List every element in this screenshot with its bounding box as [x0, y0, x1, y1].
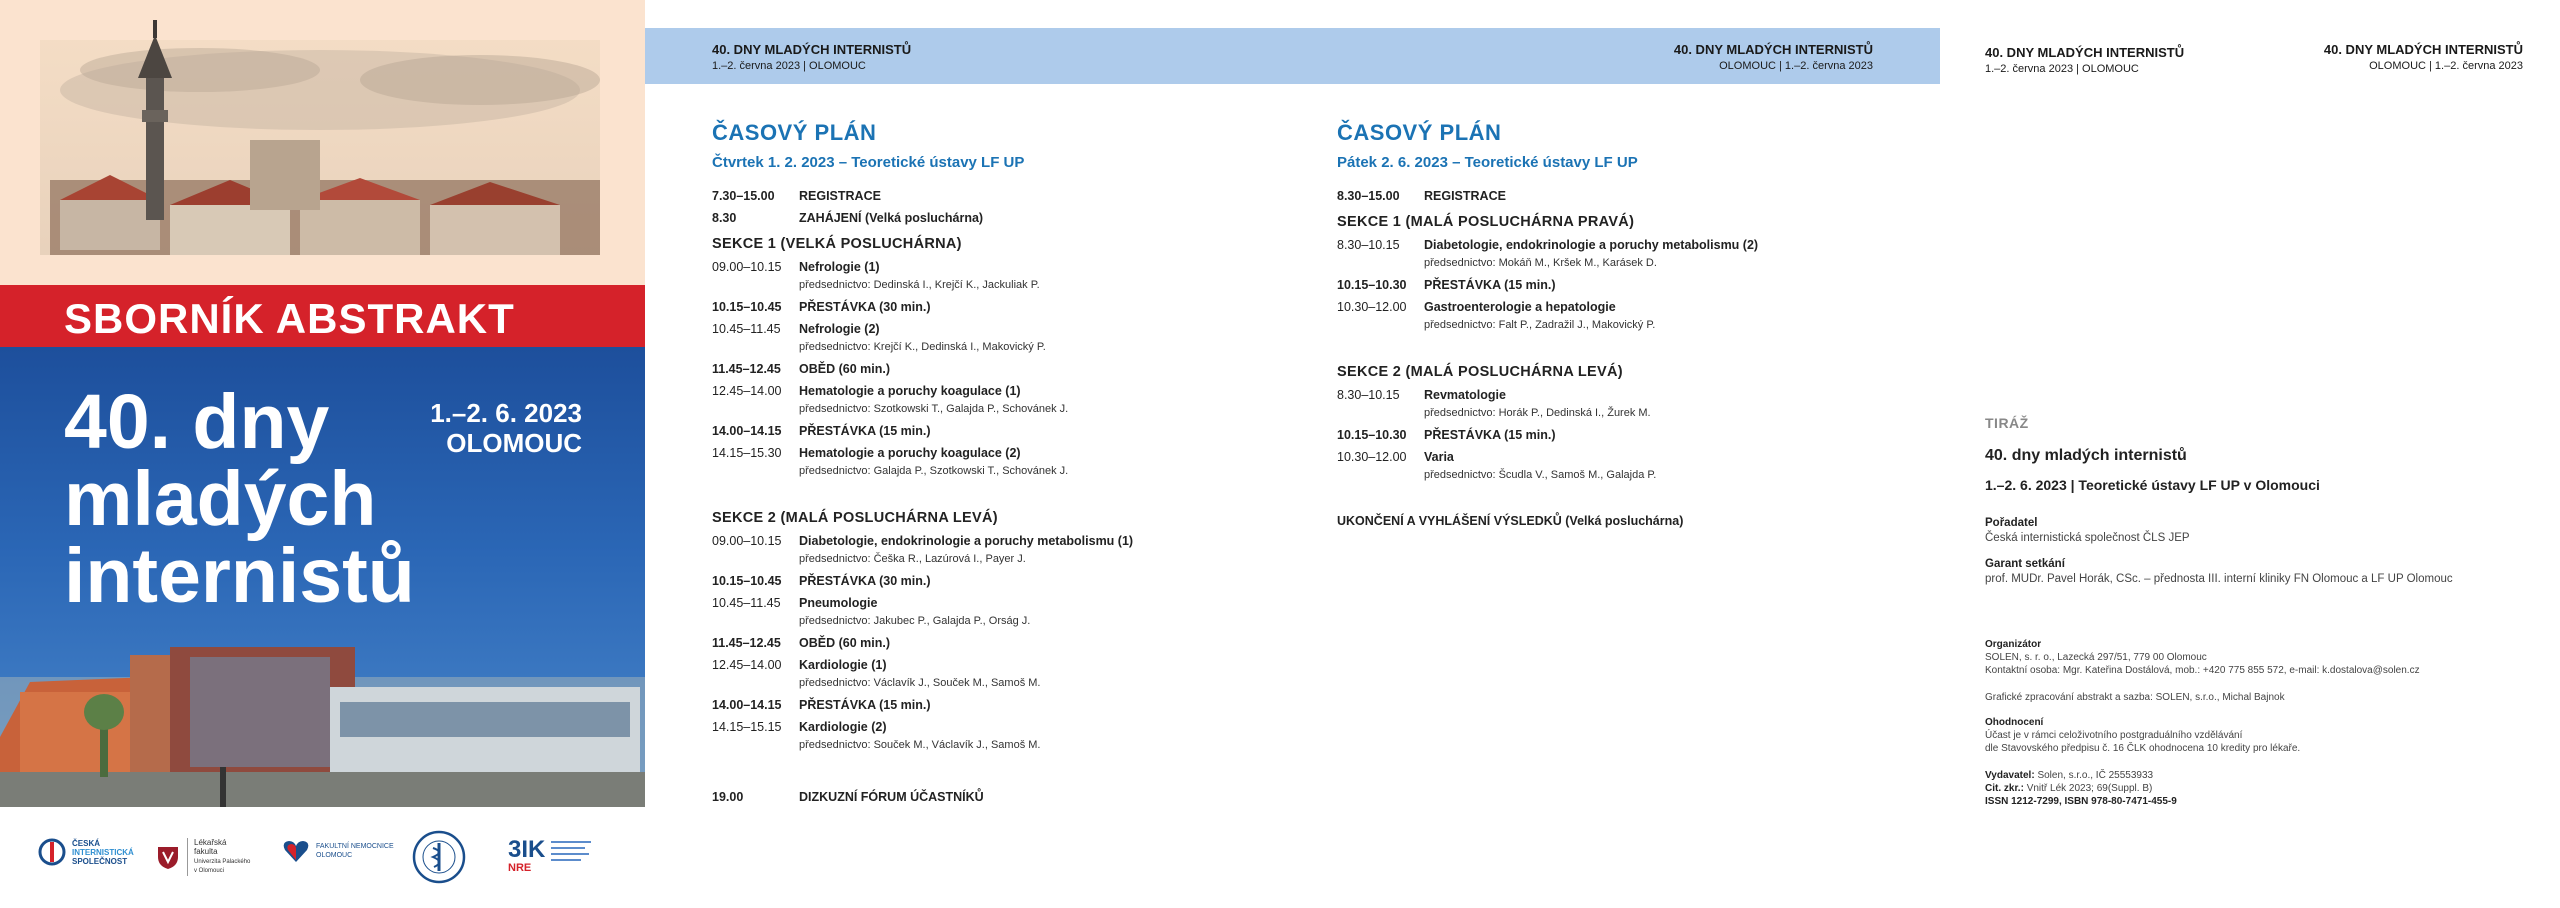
- schedule-time: 8.30–10.15: [1337, 238, 1400, 252]
- schedule-row: [712, 322, 1272, 355]
- czech-medical-association-logo: [412, 830, 466, 884]
- schedule-entry: [1424, 300, 1897, 333]
- schedule-title: PŘESTÁVKA (30 min.): [799, 574, 931, 588]
- header-subtitle: OLOMOUC | 1.–2. června 2023: [1719, 60, 1873, 72]
- schedule-entry: [799, 300, 1272, 315]
- schedule-entry: [1424, 278, 1897, 293]
- schedule-heading: ČASOVÝ PLÁN: [1337, 120, 1502, 145]
- schedule-time: 14.00–14.15: [712, 698, 782, 712]
- schedule-row: [712, 424, 1272, 439]
- schedule-entry: [799, 720, 1272, 753]
- imprint-key: Garant setkání: [1985, 558, 2065, 570]
- schedule-entry: [799, 658, 1272, 691]
- schedule-intro: [1337, 189, 1897, 204]
- lf-logo-text: Lékařská: [194, 838, 227, 847]
- schedule-row: [712, 211, 1272, 226]
- schedule-chairs: předsednictvo: Mokáň M., Kršek M., Karásek D.: [1424, 257, 1657, 269]
- schedule-chairs: předsednictvo: Szotkowski T., Galajda P., Schovánek J.: [799, 403, 1069, 415]
- cover-title: [64, 379, 415, 619]
- header-left-page-left: [712, 42, 911, 74]
- imprint-issn: ISSN 1212-7299, ISBN 978-80-7471-455-9: [1985, 796, 2177, 807]
- imprint-value: SOLEN, s. r. o., Lazecká 297/51, 779 00 Olomouc: [1985, 652, 2207, 663]
- section-title: SEKCE 1 (MALÁ POSLUCHÁRNA PRAVÁ): [1337, 214, 1635, 230]
- schedule-row: [1337, 238, 1897, 271]
- schedule-time: 10.15–10.45: [712, 574, 782, 588]
- schedule-entry: [1424, 450, 1897, 483]
- 3ik-logo-sub: NRE: [508, 862, 532, 874]
- schedule-title: REGISTRACE: [799, 189, 881, 203]
- fn-olomouc-logo: [282, 838, 394, 864]
- schedule-entry: [799, 574, 1272, 589]
- schedule-entry: [799, 384, 1272, 417]
- schedule-row: [712, 596, 1272, 629]
- imprint-value: Účast je v rámci celoživotního postgraduálního vzdělávání: [1985, 730, 2243, 741]
- header-title: 40. DNY MLADÝCH INTERNISTŮ: [1985, 45, 2185, 60]
- imprint-details: [1985, 638, 2545, 808]
- imprint-value: Česká internistická společnost ČLS JEP: [1985, 532, 2190, 544]
- cover-date-block: [390, 398, 582, 458]
- schedule-entry: [799, 698, 1272, 713]
- schedule-subheading: Pátek 2. 6. 2023 – Teoretické ústavy LF UP: [1337, 154, 1638, 171]
- schedule-row: [712, 574, 1272, 589]
- schedule-entry: [799, 322, 1272, 355]
- schedule-title: OBĚD (60 min.): [799, 362, 890, 376]
- schedule-chairs: předsednictvo: Falt P., Zadražil J., Makovický P.: [1424, 319, 1656, 331]
- section-rows: [712, 260, 1272, 479]
- header-subtitle: 1.–2. června 2023 | OLOMOUC: [712, 60, 866, 72]
- cover-date: 1.–2. 6. 2023: [430, 398, 582, 428]
- header-subtitle: 1.–2. června 2023 | OLOMOUC: [1985, 63, 2139, 75]
- schedule-time: 8.30–10.15: [1337, 388, 1400, 402]
- schedule-entry: [799, 446, 1272, 479]
- imprint-value: dle Stavovského předpisu č. 16 ČLK ohodnocena 10 kredity pro lékaře.: [1985, 743, 2301, 754]
- schedule-day1: [712, 120, 1272, 812]
- schedule-title: Revmatologie: [1424, 388, 1506, 402]
- schedule-row: [1337, 450, 1897, 483]
- imprint-block: [1985, 415, 2545, 585]
- schedule-time: 09.00–10.15: [712, 260, 782, 274]
- cover-title-line: 40. dny: [64, 379, 330, 465]
- schedule-time: 11.45–12.45: [712, 636, 781, 650]
- imprint-value: Solen, s.r.o., IČ 25553933: [2037, 770, 2154, 781]
- cover-city: OLOMOUC: [446, 428, 582, 458]
- schedule-time: 14.15–15.30: [712, 446, 782, 460]
- schedule-chairs: předsednictvo: Václavík J., Souček M., Samoš M.: [799, 677, 1041, 689]
- header-left-page-right: [1985, 45, 2184, 77]
- imprint-title: 40. dny mladých internistů: [1985, 447, 2187, 464]
- schedule-entry: [799, 424, 1272, 439]
- schedule-row: [1337, 388, 1897, 421]
- schedule-title: OBĚD (60 min.): [799, 636, 890, 650]
- imprint-key: Pořadatel: [1985, 517, 2038, 529]
- schedule-chairs: předsednictvo: Horák P., Dedinská I., Žurek M.: [1424, 407, 1651, 419]
- header-title: 40. DNY MLADÝCH INTERNISTŮ: [712, 42, 912, 57]
- cover-page: [0, 0, 645, 908]
- closing-row: [1337, 514, 1897, 529]
- cover-city-photo: [0, 0, 645, 285]
- header-title: 40. DNY MLADÝCH INTERNISTŮ: [2323, 42, 2523, 57]
- schedule-row: [1337, 428, 1897, 443]
- cis-logo-text: INTERNISTICKÁ: [72, 847, 134, 857]
- schedule-entry: [799, 260, 1272, 293]
- imprint-publisher: [1985, 769, 2545, 782]
- cis-logo-text: ČESKÁ: [72, 838, 101, 848]
- cis-logo-icon: [38, 838, 66, 866]
- schedule-title: PŘESTÁVKA (15 min.): [799, 424, 931, 438]
- imprint-key: Organizátor: [1985, 639, 2042, 650]
- schedule-entry: [1424, 428, 1897, 443]
- schedule-time: 11.45–12.45: [712, 362, 781, 376]
- header-subtitle: OLOMOUC | 1.–2. června 2023: [2369, 60, 2523, 72]
- olomouc-panorama-illustration: [0, 0, 645, 285]
- schedule-intro: [712, 189, 1272, 226]
- schedule-time: 14.15–15.15: [712, 720, 782, 734]
- fn-logo-text: OLOMOUC: [316, 852, 353, 859]
- imprint-citation: [1985, 782, 2545, 795]
- schedule-title: Hematologie a poruchy koagulace (2): [799, 446, 1021, 460]
- schedule-row: [1337, 300, 1897, 333]
- schedule-day2: [1337, 120, 1897, 536]
- schedule-title: Kardiologie (1): [799, 658, 887, 672]
- imprint-label: TIRÁŽ: [1985, 415, 2029, 431]
- schedule-time: 10.45–11.45: [712, 322, 781, 336]
- cis-logo-text: SPOLEČNOST: [72, 856, 128, 866]
- schedule-row: [1337, 189, 1897, 204]
- schedule-row: [712, 720, 1272, 753]
- cover-title-line: internistů: [64, 533, 415, 619]
- imprint-key: Ohodnocení: [1985, 717, 2044, 728]
- schedule-row: [712, 189, 1272, 204]
- schedule-title: Diabetologie, endokrinologie a poruchy metabolismu (2): [1424, 238, 1759, 252]
- lf-logo-text: v Olomouci: [194, 868, 225, 874]
- schedule-title: REGISTRACE: [1424, 189, 1506, 203]
- schedule-chairs: předsednictvo: Dedinská I., Krejčí K., Jackuliak P.: [799, 279, 1040, 291]
- section-rows: [1337, 388, 1897, 483]
- schedule-time: 10.45–11.45: [712, 596, 781, 610]
- imprint-value: prof. MUDr. Pavel Horák, CSc. – přednosta III. interní kliniky FN Olomouc a LF UP Olomouc: [1985, 573, 2453, 585]
- schedule-chairs: předsednictvo: Krejčí K., Dedinská I., Makovický P.: [799, 341, 1046, 353]
- section-title: SEKCE 2 (MALÁ POSLUCHÁRNA LEVÁ): [1337, 364, 1623, 380]
- schedule-subheading: Čtvrtek 1. 2. 2023 – Teoretické ústavy LF UP: [712, 154, 1025, 171]
- schedule-title: DIZKUZNÍ FÓRUM ÚČASTNÍKŮ: [799, 790, 984, 804]
- schedule-title: PŘESTÁVKA (15 min.): [799, 698, 931, 712]
- schedule-title: Nefrologie (2): [799, 322, 880, 336]
- schedule-time: 10.30–12.00: [1337, 300, 1407, 314]
- schedule-entry: [799, 534, 1272, 567]
- schedule-chairs: předsednictvo: Šcudla V., Samoš M., Galajda P.: [1424, 469, 1657, 481]
- schedule-row: [712, 260, 1272, 293]
- schedule-row: [712, 636, 1272, 651]
- lf-up-logo: [155, 838, 250, 876]
- cis-logo: [38, 838, 134, 866]
- schedule-row: [712, 300, 1272, 315]
- fn-logo-text: FAKULTNÍ NEMOCNICE: [316, 843, 394, 850]
- schedule-chairs: předsednictvo: Češka R., Lazúrová I., Payer J.: [799, 553, 1026, 565]
- section-rows: [712, 534, 1272, 753]
- schedule-time: 10.15–10.30: [1337, 428, 1407, 442]
- schedule-entry: [1424, 388, 1897, 421]
- 3ik-logo: [508, 838, 591, 862]
- schedule-row: [712, 790, 1272, 805]
- schedule-chairs: předsednictvo: Galajda P., Szotkowski T., Schovánek J.: [799, 465, 1069, 477]
- schedule-row: [1337, 278, 1897, 293]
- schedule-time: 19.00: [712, 790, 744, 804]
- header-right-page-left: [1560, 42, 1873, 74]
- schedule-title: Varia: [1424, 450, 1454, 464]
- heart-icon: [282, 838, 310, 864]
- cls-jep-seal-icon: [412, 830, 466, 884]
- schedule-time: 12.45–14.00: [712, 658, 782, 672]
- 3ik-logo-lines-icon: [551, 838, 591, 862]
- schedule-time: 8.30: [712, 211, 737, 225]
- 3ik-logo-mark: 3IK: [508, 836, 546, 863]
- schedule-time: 10.15–10.45: [712, 300, 782, 314]
- schedule-row: [712, 362, 1272, 377]
- schedule-heading: ČASOVÝ PLÁN: [712, 120, 877, 145]
- schedule-title: Nefrologie (1): [799, 260, 880, 274]
- schedule-title: ZAHÁJENÍ (Velká posluchárna): [799, 211, 984, 225]
- schedule-time: 09.00–10.15: [712, 534, 782, 548]
- schedule-title: Gastroenterologie a hepatologie: [1424, 300, 1616, 314]
- schedule-entry: [799, 596, 1272, 629]
- lf-logo-text: fakulta: [194, 847, 218, 856]
- imprint-value: Grafické zpracování abstrakt a sazba: SOLEN, s.r.o., Michal Bajnok: [1985, 692, 2285, 703]
- schedule-chairs: předsednictvo: Souček M., Václavík J., Samoš M.: [799, 739, 1041, 751]
- section-title: SEKCE 1 (VELKÁ POSLUCHÁRNA): [712, 236, 962, 252]
- imprint-value: Vnitř Lék 2023; 69(Suppl. B): [2026, 783, 2153, 794]
- schedule-title: Diabetologie, endokrinologie a poruchy metabolismu (1): [799, 534, 1134, 548]
- schedule-title: Hematologie a poruchy koagulace (1): [799, 384, 1021, 398]
- schedule-row: [712, 698, 1272, 713]
- schedule-time: 14.00–14.15: [712, 424, 782, 438]
- lf-logo-text: Univerzita Palackého: [194, 859, 251, 865]
- schedule-time: 10.15–10.30: [1337, 278, 1407, 292]
- schedule-chairs: předsednictvo: Jakubec P., Galajda P., Orság J.: [799, 615, 1031, 627]
- schedule-entry: [1424, 238, 1897, 271]
- schedule-time: 10.30–12.00: [1337, 450, 1407, 464]
- cover-title-line: mladých: [64, 456, 377, 542]
- schedule-row: [712, 534, 1272, 567]
- imprint-value: Kontaktní osoba: Mgr. Kateřina Dostálová, mob.: +420 775 855 572, e-mail: k.dostalova@solen.cz: [1985, 665, 2420, 676]
- cover-band-title: SBORNÍK ABSTRAKT: [64, 295, 515, 342]
- section-rows: [1337, 238, 1897, 333]
- schedule-title: PŘESTÁVKA (15 min.): [1424, 428, 1556, 442]
- header-title: 40. DNY MLADÝCH INTERNISTŮ: [1673, 42, 1873, 57]
- schedule-row: [712, 658, 1272, 691]
- header-right-page-right: [2210, 42, 2523, 74]
- imprint-subtitle: 1.–2. 6. 2023 | Teoretické ústavy LF UP v Olomouci: [1985, 477, 2320, 493]
- lf-up-crest-icon: [155, 844, 181, 870]
- section-title: SEKCE 2 (MALÁ POSLUCHÁRNA LEVÁ): [712, 510, 998, 526]
- schedule-title: Pneumologie: [799, 596, 878, 610]
- schedule-time: 12.45–14.00: [712, 384, 782, 398]
- schedule-row: [712, 384, 1272, 417]
- schedule-row: [712, 446, 1272, 479]
- closing-title: UKONČENÍ A VYHLÁŠENÍ VÝSLEDKŮ (Velká posluchárna): [1337, 514, 1684, 528]
- schedule-entry: [799, 636, 1272, 651]
- schedule-title: Kardiologie (2): [799, 720, 887, 734]
- schedule-entry: [799, 362, 1272, 377]
- schedule-title: PŘESTÁVKA (30 min.): [799, 300, 931, 314]
- cover-red-band: [0, 285, 645, 347]
- imprint-key: Cit. zkr.:: [1985, 783, 2024, 794]
- imprint-key: Vydavatel:: [1985, 770, 2035, 781]
- schedule-time: 8.30–15.00: [1337, 189, 1400, 203]
- schedule-time: 7.30–15.00: [712, 189, 775, 203]
- schedule-title: PŘESTÁVKA (15 min.): [1424, 278, 1556, 292]
